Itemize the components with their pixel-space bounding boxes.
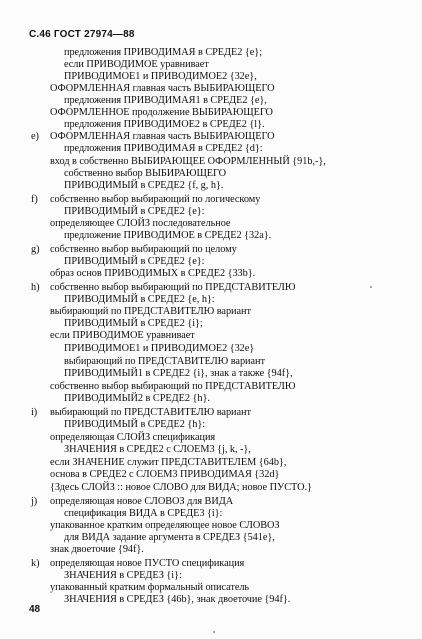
scan-speck (213, 631, 215, 633)
text-line: ПРИВОДИМЫЙ в СРЕДЕ2 {е}: (64, 206, 205, 217)
text-line: предложение ПРИВОДИМОЕ в СРЕДЕ2 {32а}. (64, 230, 272, 241)
text-line: ЗНАЧЕНИЯ в СРЕДЕЗ {46b}, знак двоеточие {94f}. (64, 594, 291, 605)
item-marker: е) (31, 131, 39, 142)
text-line: определяющая СЛОЙЗ спецификация (50, 432, 216, 443)
text-line: выбирающий по ПРЕДСТАВИТЕЛЮ вариант (50, 306, 251, 317)
text-line: собственно выбор выбирающий по логическому (50, 194, 261, 205)
page-number: 48 (29, 604, 41, 615)
text-line: ПРИВОДИМЫЙ1 в СРЕДЕ2 {i}, знак а также {94f}, (64, 368, 293, 379)
text-line: ПРИВОДИМЫЙ в СРЕДЕ2 {h}: (64, 419, 206, 430)
text-line: собственно выбор выбирающий по целому (50, 244, 237, 255)
text-line: упакованный кратким формальный описатель (50, 582, 250, 593)
text-line: собственно выбор выбирающий по ПРЕДСТАВИТЕЛЮ (50, 381, 296, 392)
text-line: знак двоеточие {94f}. (50, 544, 144, 555)
text-line: определяющее СЛОЙЗ последовательное (50, 218, 231, 229)
text-line: предложения ПРИВОДИМАЯ в СРЕДЕ2 {е}; (64, 47, 262, 58)
text-line: ПРИВОДИМЫЙ в СРЕДЕ2 {е}: (64, 256, 205, 267)
text-line: {Здесь СЛОЙЗ :: новое СЛОВО для ВИДА; новое ПУСТО.} (50, 482, 312, 493)
text-line: ПРИВОДИМЫЙ в СРЕДЕ2 {е, h}: (64, 294, 215, 305)
text-line: спецификация ВИДА в СРЕДЕ3 {i}: (64, 508, 223, 519)
text-line: собственно выбор выбирающий по ПРЕДСТАВИТЕЛЮ (50, 282, 296, 293)
text-line: ПРИВОДИМЫЙ2 в СРЕДЕ2 {h}. (64, 393, 210, 404)
item-marker: f) (31, 194, 38, 205)
text-line: ЗНАЧЕНИЯ в СРЕДЕ2 с СЛОЕМ3 {j, k, -}, (64, 444, 251, 455)
text-line: ОФОРМЛЕННАЯ главная часть ВЫБИРАЮЩЕГО (50, 83, 275, 94)
text-line: ПРИВОДИМОЕ1 и ПРИВОДИМОЕ2 {32е}, (64, 71, 257, 82)
item-marker: g) (31, 244, 40, 255)
text-line: определяющая новое ПУСТО спецификация (50, 558, 245, 569)
page-header: С.46 ГОСТ 27974—88 (29, 29, 135, 40)
text-line: ПРИВОДИМОЕ1 и ПРИВОДИМОЕ2 {32е} (64, 343, 255, 354)
text-line: предложения ПРИВОДИМАЯ в СРЕДЕ2 {d}: (64, 143, 263, 154)
text-line: если ЗНАЧЕНИЕ служит ПРЕДСТАВИТЕЛЕМ {64b}, (50, 457, 287, 468)
text-line: ЗНАЧЕНИЯ в СРЕДЕЗ {i}: (64, 570, 182, 581)
text-line: ПРИВОДИМЫЙ в СРЕДЕ2 {f, g, h}. (64, 180, 224, 191)
text-line: если ПРИВОДИМОЕ уравнивает (64, 59, 209, 70)
item-marker: i) (31, 407, 38, 418)
text-line: выбирающий по ПРЕДСТАВИТЕЛЮ вариант (64, 356, 265, 367)
text-line: основа в СРЕДЕ2 с СЛОЕМ3 ПРИВОДИМАЯ {32d} (50, 469, 280, 480)
text-line: ПРИВОДИМЫЙ в СРЕДЕ2 {i}; (64, 318, 203, 329)
text-line: если ПРИВОДИМОЕ уравнивает (50, 330, 195, 341)
text-line: собственно выбор ВЫБИРАЮЩЕГО (64, 168, 227, 179)
scan-speck (370, 286, 372, 288)
text-line: предложения ПРИВОДИМОЕ2 в СРЕДЕ2 {l}. (64, 119, 265, 130)
text-line: предложения ПРИВОДИМАЯ1 в СРЕДЕ2 {е}, (64, 95, 267, 106)
text-line: ОФОРМЛЕННАЯ главная часть ВЫБИРАЮЩЕГО (50, 131, 275, 142)
item-marker: k) (31, 558, 40, 569)
text-line: образ основ ПРИВОДИМЫХ в СРЕДЕ2 {33b}. (50, 268, 256, 279)
item-marker: h) (31, 282, 40, 293)
item-marker: j) (31, 496, 38, 507)
text-line: вход в собственно ВЫБИРАЮЩЕЕ ОФОРМЛЕННЫЙ {91b,-}, (50, 156, 326, 167)
text-line: для ВИДА задание аргумента в СРЕДЕЗ {541е}, (64, 532, 275, 543)
text-line: ОФОРМЛЕННОЕ продолжение ВЫБИРАЮЩЕГО (50, 107, 273, 118)
text-line: выбирающий по ПРЕДСТАВИТЕЛЮ вариант (50, 407, 251, 418)
text-line: упакованное кратким определяющее новое СЛОВОЗ (50, 520, 280, 531)
text-line: определяющая новое СЛОВОЗ для ВИДА (50, 496, 234, 507)
